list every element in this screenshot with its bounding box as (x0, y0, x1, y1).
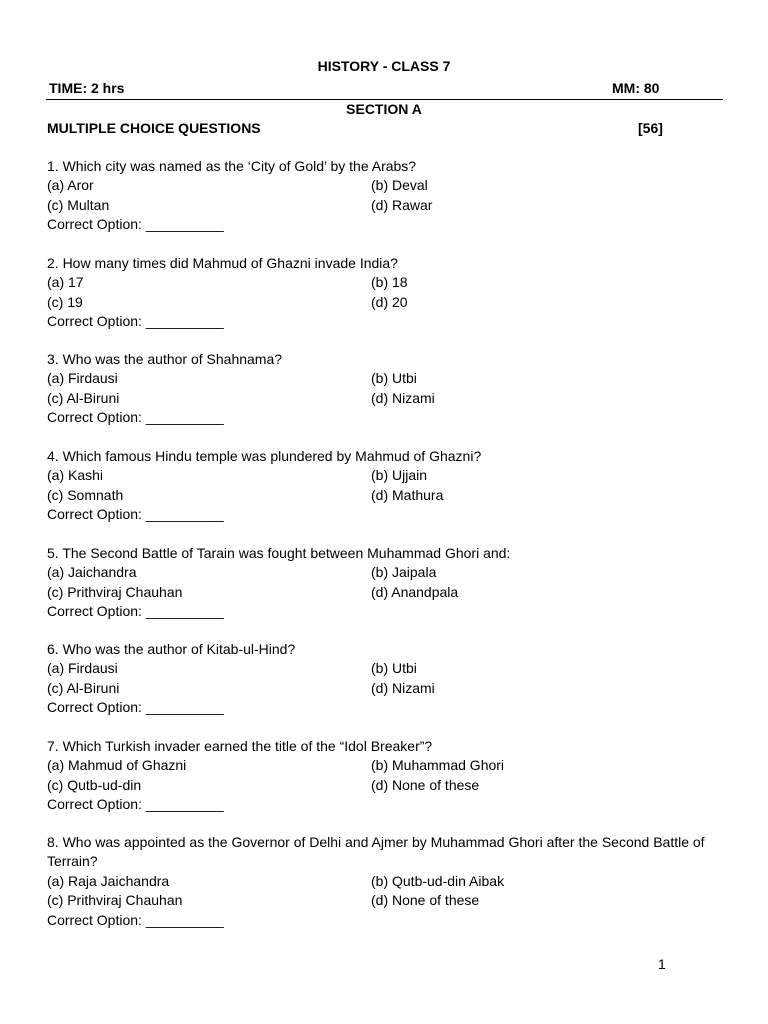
option-c: (c) Multan (47, 196, 110, 213)
question-stem: 6. Who was the author of Kitab-ul-Hind? (47, 641, 296, 657)
correct-option-blank: Correct Option: __________ (47, 216, 224, 233)
option-a: (a) Aror (47, 177, 94, 194)
option-d: (d) Anandpala (371, 583, 459, 600)
option-c: (c) 19 (47, 293, 83, 310)
option-c: (c) Qutb-ud-din (47, 776, 142, 793)
option-c: (c) Somnath (47, 486, 124, 503)
header-divider (46, 99, 723, 100)
option-b: (b) Jaipala (371, 564, 437, 581)
question-stem: 8. Who was appointed as the Governor of Delhi and Ajmer by Muhammad Ghori after the Second Battle of Terrain? (47, 834, 705, 870)
option-a: (a) Raja Jaichandra (47, 872, 170, 889)
option-b: (b) Utbi (371, 660, 417, 677)
correct-option-blank: Correct Option: __________ (47, 699, 224, 716)
section-heading: MULTIPLE CHOICE QUESTIONS (47, 120, 261, 136)
correct-option-blank: Correct Option: __________ (47, 409, 224, 426)
question-stem: 5. The Second Battle of Tarain was fought between Muhammad Ghori and: (47, 545, 511, 561)
option-c: (c) Prithviraj Chauhan (47, 892, 183, 909)
option-b: (b) Qutb-ud-din Aibak (371, 872, 505, 889)
section-marks: [56] (638, 120, 663, 136)
question-7 (47, 737, 727, 815)
option-d: (d) None of these (371, 776, 480, 793)
correct-option-blank: Correct Option: __________ (47, 911, 224, 928)
option-a: (a) Jaichandra (47, 564, 137, 581)
page-number: 1 (658, 956, 666, 972)
correct-option-blank: Correct Option: __________ (47, 603, 224, 620)
option-a: (a) Firdausi (47, 660, 118, 677)
question-4 (47, 447, 727, 525)
option-a: (a) Mahmud of Ghazni (47, 757, 187, 774)
option-d: (d) Nizami (371, 389, 435, 406)
question-1 (47, 157, 727, 235)
option-c: (c) Al-Biruni (47, 389, 120, 406)
option-d: (d) Rawar (371, 196, 433, 213)
question-stem: 3. Who was the author of Shahnama? (47, 351, 283, 367)
correct-option-blank: Correct Option: __________ (47, 313, 224, 330)
correct-option-blank: Correct Option: __________ (47, 796, 224, 813)
page-title: HISTORY - CLASS 7 (317, 58, 451, 74)
option-b: (b) Ujjain (371, 467, 428, 484)
option-b: (b) Deval (371, 177, 428, 194)
question-2 (47, 254, 727, 332)
question-stem: 1. Which city was named as the ‘City of Gold’ by the Arabs? (47, 158, 417, 174)
question-5 (47, 544, 727, 622)
option-a: (a) 17 (47, 274, 84, 291)
question-stem: 4. Which famous Hindu temple was plundered by Mahmud of Ghazni? (47, 448, 482, 464)
exam-time: TIME: 2 hrs (49, 80, 125, 96)
question-stem: 7. Which Turkish invader earned the title of the “Idol Breaker”? (47, 738, 433, 754)
option-a: (a) Kashi (47, 467, 104, 484)
option-d: (d) None of these (371, 892, 480, 909)
question-stem: 2. How many times did Mahmud of Ghazni invade India? (47, 255, 398, 271)
option-b: (b) 18 (371, 274, 408, 291)
option-c: (c) Al-Biruni (47, 679, 120, 696)
option-d: (d) 20 (371, 293, 408, 310)
section-title: SECTION A (346, 101, 422, 117)
question-3 (47, 350, 727, 428)
question-6 (47, 640, 727, 718)
correct-option-blank: Correct Option: __________ (47, 506, 224, 523)
question-8 (47, 833, 727, 930)
max-marks: MM: 80 (612, 80, 660, 96)
option-b: (b) Muhammad Ghori (371, 757, 505, 774)
option-c: (c) Prithviraj Chauhan (47, 583, 183, 600)
option-d: (d) Mathura (371, 486, 444, 503)
option-b: (b) Utbi (371, 370, 417, 387)
option-a: (a) Firdausi (47, 370, 118, 387)
option-d: (d) Nizami (371, 679, 435, 696)
